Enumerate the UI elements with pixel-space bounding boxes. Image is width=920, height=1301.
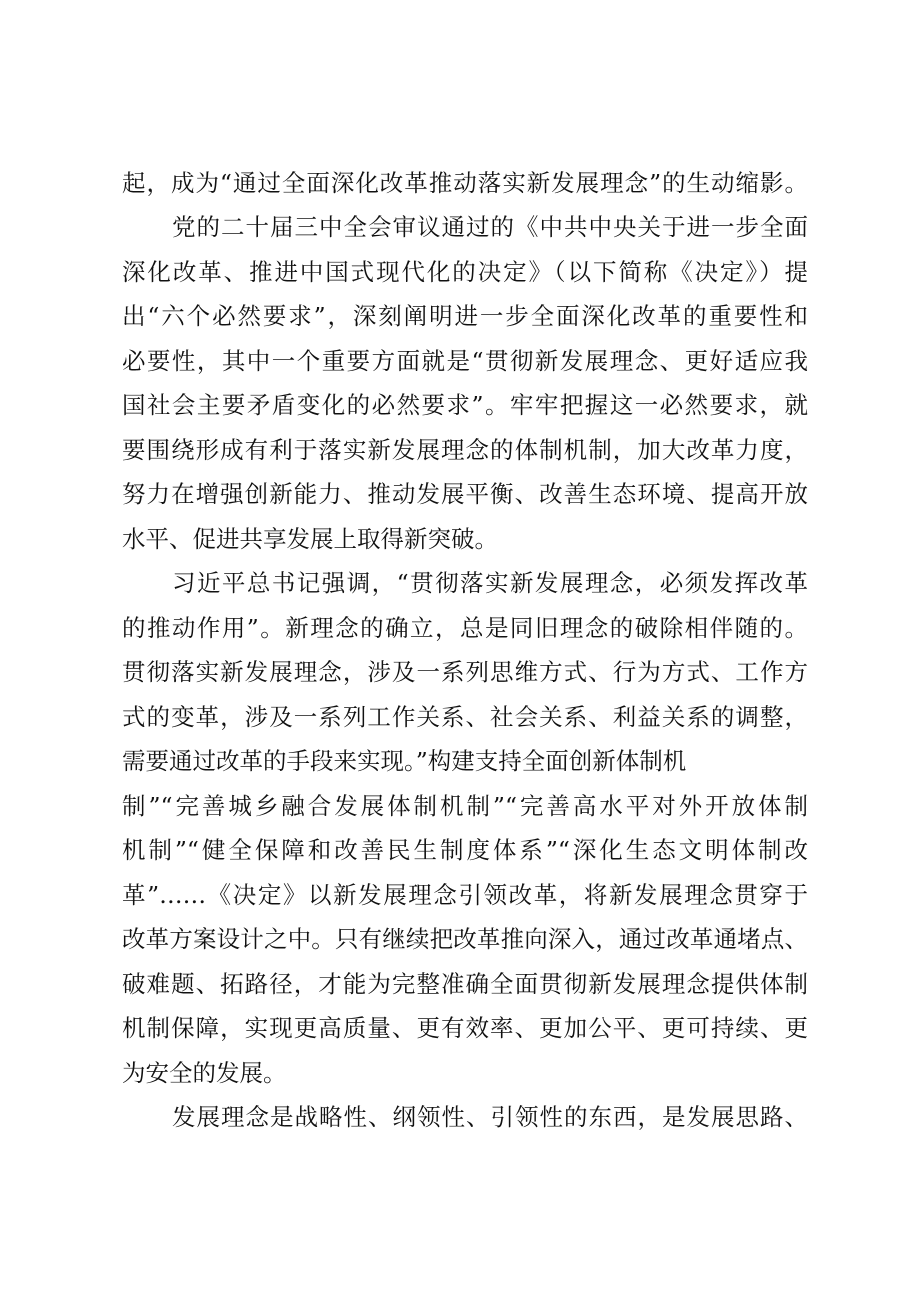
- paragraph-line: 改革方案设计之中。只有继续把改革推向深入，通过改革通堵点、: [122, 925, 808, 953]
- paragraph-line: 习近平总书记强调，“贯彻落实新发展理念，必须发挥改革: [172, 569, 808, 597]
- paragraph-line: 深化改革、推进中国式现代化的决定》（以下简称《决定》）提: [122, 258, 808, 286]
- paragraph-line: 制”“完善城乡融合发展体制机制”“完善高水平对外开放体制: [122, 792, 808, 820]
- paragraph-line: 国社会主要矛盾变化的必然要求”。牢牢把握这一必然要求，就: [122, 391, 808, 419]
- paragraph-line: 起，成为“通过全面深化改革推动落实新发展理念”的生动缩影。: [122, 169, 808, 197]
- paragraph-line: 党的二十届三中全会审议通过的《中共中央关于进一步全面: [172, 213, 808, 241]
- paragraph-line: 革”……《决定》以新发展理念引领改革，将新发展理念贯穿于: [122, 881, 808, 909]
- paragraph-line: 式的变革，涉及一系列工作关系、社会关系、利益关系的调整，: [122, 703, 808, 731]
- paragraph-line: 出“六个必然要求”，深刻阐明进一步全面深化改革的重要性和: [122, 302, 808, 330]
- paragraph-line: 水平、促进共享发展上取得新突破。: [122, 525, 498, 553]
- paragraph-line: 为安全的发展。: [122, 1059, 287, 1087]
- paragraph-line: 必要性，其中一个重要方面就是“贯彻新发展理念、更好适应我: [122, 347, 808, 375]
- paragraph-line: 需要通过改革的手段来实现。”构建支持全面创新体制机: [122, 747, 687, 775]
- paragraph-line: 机制保障，实现更高质量、更有效率、更加公平、更可持续、更: [122, 1014, 808, 1042]
- paragraph-line: 要围绕形成有利于落实新发展理念的体制机制，加大改革力度，: [122, 436, 808, 464]
- paragraph-line: 努力在增强创新能力、推动发展平衡、改善生态环境、提高开放: [122, 480, 808, 508]
- paragraph-line: 发展理念是战略性、纲领性、引领性的东西，是发展思路、: [172, 1103, 808, 1131]
- paragraph-line: 机制”“健全保障和改善民生制度体系”“深化生态文明体制改: [122, 836, 808, 864]
- paragraph-line: 破难题、拓路径，才能为完整准确全面贯彻新发展理念提供体制: [122, 970, 808, 998]
- paragraph-line: 的推动作用”。新理念的确立，总是同旧理念的破除相伴随的。: [122, 614, 808, 642]
- paragraph-line: 贯彻落实新发展理念，涉及一系列思维方式、行为方式、工作方: [122, 658, 808, 686]
